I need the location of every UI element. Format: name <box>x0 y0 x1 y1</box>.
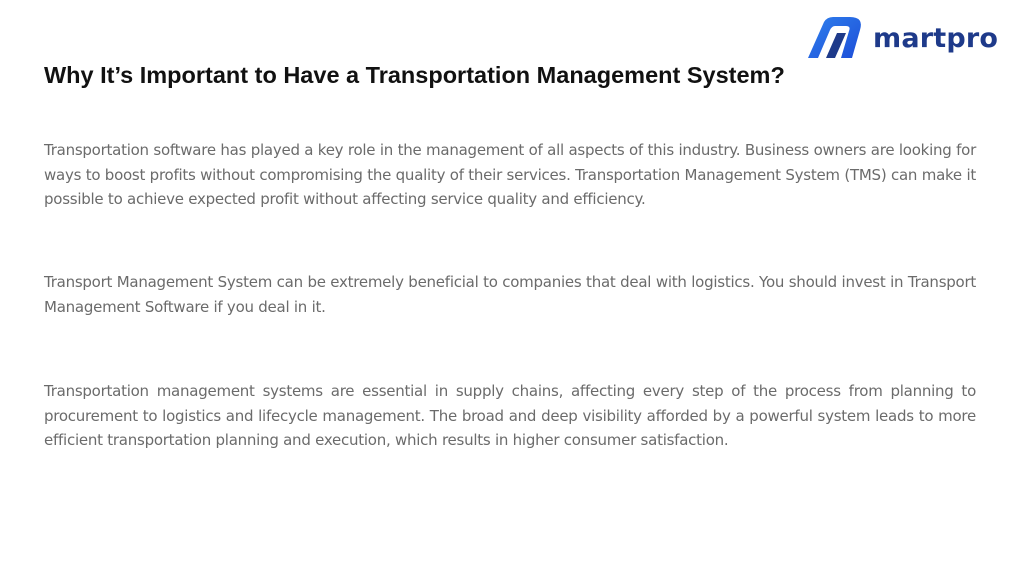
page-title: Why It’s Important to Have a Transportation Management System? <box>44 62 785 88</box>
paragraph-benefits: Transport Management System can be extremely beneficial to companies that deal with logistics. You should invest in Transport Management Software if you deal in it. <box>44 273 976 316</box>
paragraph-supply-chain: Transportation management systems are essential in supply chains, affecting every step of the process from planning to procurement to logistics and lifecycle management. The broad and deep visibility afforded by a powerful system leads to more efficient transportation planning and execution, which results in higher consumer satisfaction. <box>44 382 976 449</box>
paragraph-intro: Transportation software has played a key role in the management of all aspects of this industry. Business owners are looking for ways to boost profits without compromising the quality of their services. Transportation Management System (TMS) can make it possible to achieve expected profit without affecting service quality and efficiency. <box>44 141 976 208</box>
brand-name: martpro <box>873 22 999 54</box>
martpro-logo-mark-icon <box>804 16 870 62</box>
brand-logo <box>804 16 998 62</box>
